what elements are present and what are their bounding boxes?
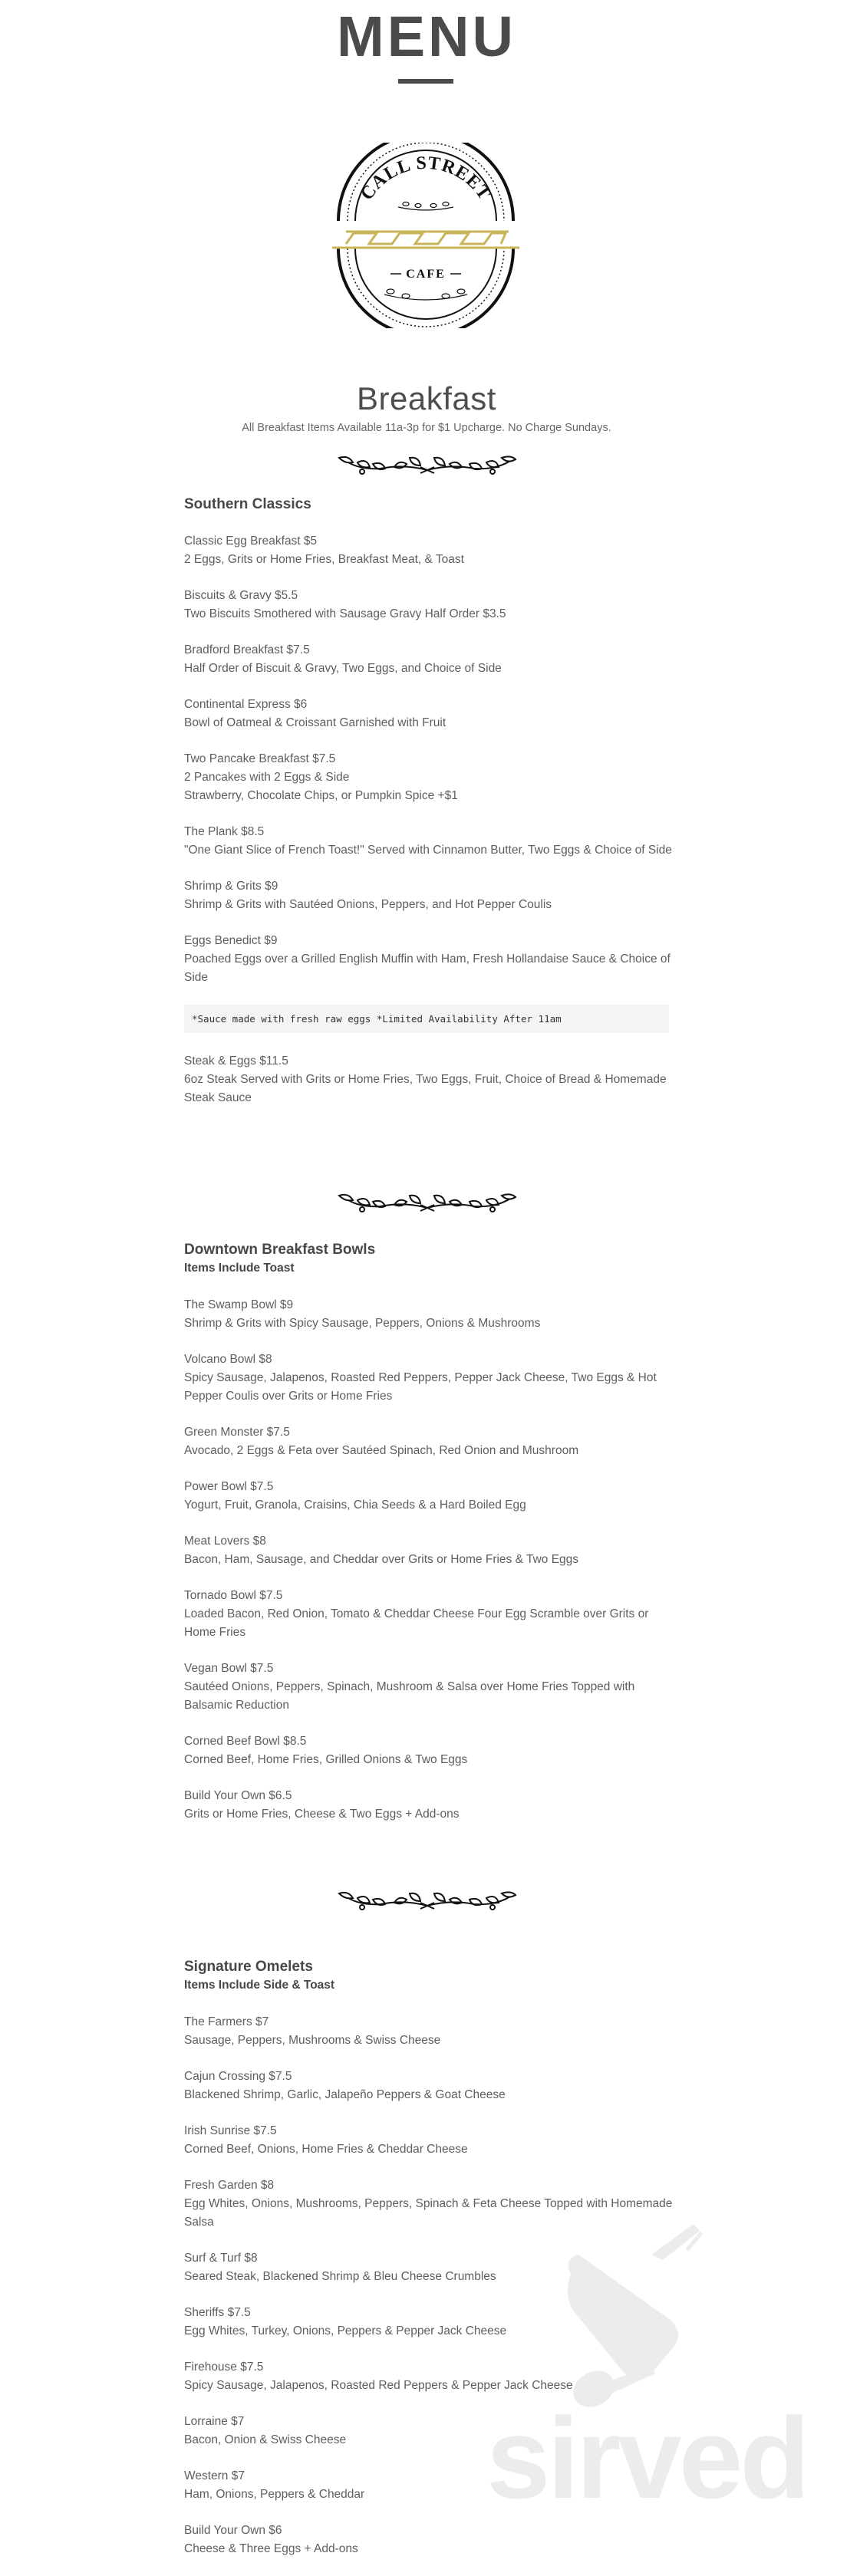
vine-divider-icon	[334, 1191, 520, 1214]
menu-item-title: Meat Lovers $8	[184, 1535, 266, 1548]
menu-item-description: Half Order of Biscuit & Gravy, Two Eggs, and Choice of Side	[184, 662, 502, 675]
menu-item-title: Sheriffs $7.5	[184, 2306, 251, 2319]
menu-item-title: Green Monster $7.5	[184, 1426, 290, 1439]
menu-item-title: Cajun Crossing $7.5	[184, 2070, 292, 2083]
menu-item-description: 2 Pancakes with 2 Eggs & Side	[184, 771, 350, 784]
category-subtitle: All Breakfast Items Available 11a-3p for $1 Upcharge. No Charge Sundays.	[242, 422, 611, 434]
menu-item	[184, 1478, 675, 1515]
menu-item	[184, 2122, 675, 2159]
menu-item-title: Continental Express $6	[184, 698, 308, 711]
menu-item-description: Avocado, 2 Eggs & Feta over Sautéed Spinach, Red Onion and Mushroom	[184, 1444, 579, 1457]
section-heading: Downtown Breakfast Bowls	[184, 1242, 376, 1258]
section-heading: Southern Classics	[184, 496, 311, 512]
menu-item-title: Lorraine $7	[184, 2415, 245, 2428]
menu-item-description: Grits or Home Fries, Cheese & Two Eggs + Add-ons	[184, 1808, 460, 1821]
menu-item-title: Firehouse $7.5	[184, 2361, 264, 2374]
menu-item-title: Power Bowl $7.5	[184, 1480, 274, 1493]
svg-text:sirved: sirved	[486, 2393, 807, 2512]
svg-text:CAFE: CAFE	[406, 268, 446, 281]
menu-item-description: Bacon, Ham, Sausage, and Cheddar over Grits or Home Fries & Two Eggs	[184, 1553, 579, 1566]
menu-item	[184, 1787, 675, 1824]
menu-item	[184, 1660, 675, 1715]
menu-item-title: Bradford Breakfast $7.5	[184, 643, 310, 656]
menu-item-description: Seared Steak, Blackened Shrimp & Bleu Cheese Crumbles	[184, 2270, 496, 2283]
menu-item-description: Bowl of Oatmeal & Croissant Garnished with Fruit	[184, 716, 446, 729]
menu-item-description: 6oz Steak Served with Grits or Home Fries, Two Eggs, Fruit, Choice of Bread & Homemade Steak Sauce	[184, 1073, 667, 1104]
menu-item	[184, 877, 675, 914]
section-southern-classics	[184, 495, 675, 1125]
menu-item-title: Volcano Bowl $8	[184, 1353, 272, 1366]
title-underline	[398, 79, 453, 84]
menu-item-title: Western $7	[184, 2469, 245, 2482]
menu-item-description: Ham, Onions, Peppers & Cheddar	[184, 2488, 365, 2501]
menu-item	[184, 1423, 675, 1460]
menu-item-title: Tornado Bowl $7.5	[184, 1589, 283, 1602]
menu-item	[184, 2013, 675, 2050]
section-subheading: Items Include Toast	[184, 1262, 295, 1275]
menu-item	[184, 1351, 675, 1406]
menu-item-title: Build Your Own $6.5	[184, 1789, 292, 1802]
menu-item	[184, 587, 675, 623]
menu-item	[184, 823, 675, 860]
menu-item	[184, 1052, 675, 1107]
menu-item	[184, 2068, 675, 2104]
menu-item	[184, 532, 675, 569]
menu-item-title: Classic Egg Breakfast $5	[184, 535, 318, 548]
menu-item-description: Corned Beef, Home Fries, Grilled Onions & Two Eggs	[184, 1753, 468, 1766]
menu-item-description: Yogurt, Fruit, Granola, Craisins, Chia Seeds & a Hard Boiled Egg	[184, 1499, 526, 1512]
menu-item	[184, 1532, 675, 1569]
menu-item	[184, 641, 675, 678]
menu-item-description: Egg Whites, Onions, Mushrooms, Peppers, Spinach & Feta Cheese Topped with Homemade Salsa	[184, 2197, 673, 2229]
menu-item-description: Blackened Shrimp, Garlic, Jalapeño Peppers & Goat Cheese	[184, 2088, 506, 2101]
menu-item	[184, 1732, 675, 1769]
menu-item-description: Spicy Sausage, Jalapenos, Roasted Red Peppers & Pepper Jack Cheese	[184, 2379, 573, 2392]
menu-item-description: Shrimp & Grits with Spicy Sausage, Peppers, Onions & Mushrooms	[184, 1317, 541, 1330]
menu-item-title: Two Pancake Breakfast $7.5	[184, 752, 336, 765]
menu-item	[184, 696, 675, 732]
menu-item-title: Corned Beef Bowl $8.5	[184, 1735, 307, 1748]
menu-item-title: Surf & Turf $8	[184, 2252, 258, 2265]
allergy-note: *Sauce made with fresh raw eggs *Limited Availability After 11am	[184, 1005, 669, 1033]
menu-item-title: Build Your Own $6	[184, 2524, 282, 2537]
menu-item-description: Sausage, Peppers, Mushrooms & Swiss Cheese	[184, 2034, 441, 2047]
section-subheading: Items Include Side & Toast	[184, 1979, 335, 1992]
svg-text:CALL STREET: CALL STREET	[357, 153, 495, 204]
menu-item	[184, 2522, 675, 2558]
menu-item-title: Biscuits & Gravy $5.5	[184, 589, 298, 602]
menu-item	[184, 1587, 675, 1642]
menu-item-title: The Plank $8.5	[184, 825, 265, 838]
menu-item-description: Strawberry, Chocolate Chips, or Pumpkin Spice +$1	[184, 789, 458, 802]
menu-item-description: Sautéed Onions, Peppers, Spinach, Mushroom & Salsa over Home Fries Topped with Balsamic Reduction	[184, 1680, 635, 1712]
section-heading: Signature Omelets	[184, 1959, 313, 1975]
menu-item-description: Shrimp & Grits with Sautéed Onions, Peppers, and Hot Pepper Coulis	[184, 898, 552, 911]
section-downtown-breakfast-bowls	[184, 1241, 675, 1841]
menu-item-list	[184, 532, 675, 987]
menu-item-description: Bacon, Onion & Swiss Cheese	[184, 2433, 347, 2446]
menu-item-description: Poached Eggs over a Grilled English Muffin with Ham, Fresh Hollandaise Sauce & Choice of Side	[184, 952, 671, 984]
menu-item-description: Cheese & Three Eggs + Add-ons	[184, 2542, 358, 2555]
menu-item	[184, 750, 675, 805]
call-street-cafe-logo	[331, 143, 521, 328]
menu-item-title: Shrimp & Grits $9	[184, 880, 278, 893]
page-title: MENU	[337, 5, 516, 68]
menu-item-description: Loaded Bacon, Red Onion, Tomato & Cheddar Cheese Four Egg Scramble over Grits or Home Fries	[184, 1607, 649, 1639]
menu-item-description: Spicy Sausage, Jalapenos, Roasted Red Peppers, Pepper Jack Cheese, Two Eggs & Hot Pepper Coulis over Grits or Home Fries	[184, 1371, 657, 1403]
menu-item-title: Irish Sunrise $7.5	[184, 2124, 277, 2137]
vine-divider-icon	[334, 1889, 520, 1912]
menu-item-description: "One Giant Slice of French Toast!" Served with Cinnamon Butter, Two Eggs & Choice of Side	[184, 844, 672, 857]
menu-item-title: Steak & Eggs $11.5	[184, 1054, 288, 1068]
menu-item-description: Corned Beef, Onions, Home Fries & Cheddar Cheese	[184, 2143, 468, 2156]
sirved-watermark-logo	[486, 2220, 824, 2512]
vine-divider-icon	[334, 453, 520, 476]
menu-item-title: The Swamp Bowl $9	[184, 1298, 294, 1311]
menu-item-description: Egg Whites, Turkey, Onions, Peppers & Pepper Jack Cheese	[184, 2324, 507, 2337]
menu-item-list	[184, 1296, 675, 1824]
menu-item-description: Two Biscuits Smothered with Sausage Gravy Half Order $3.5	[184, 607, 506, 620]
menu-item-title: Eggs Benedict $9	[184, 934, 278, 947]
menu-item	[184, 1296, 675, 1333]
menu-item-title: Fresh Garden $8	[184, 2179, 275, 2192]
menu-item-list	[184, 1052, 675, 1107]
menu-item-title: The Farmers $7	[184, 2015, 269, 2028]
menu-item-description: 2 Eggs, Grits or Home Fries, Breakfast Meat, & Toast	[184, 553, 464, 566]
category-title: Breakfast	[357, 380, 496, 416]
menu-item-title: Vegan Bowl $7.5	[184, 1662, 274, 1675]
menu-item	[184, 932, 675, 987]
